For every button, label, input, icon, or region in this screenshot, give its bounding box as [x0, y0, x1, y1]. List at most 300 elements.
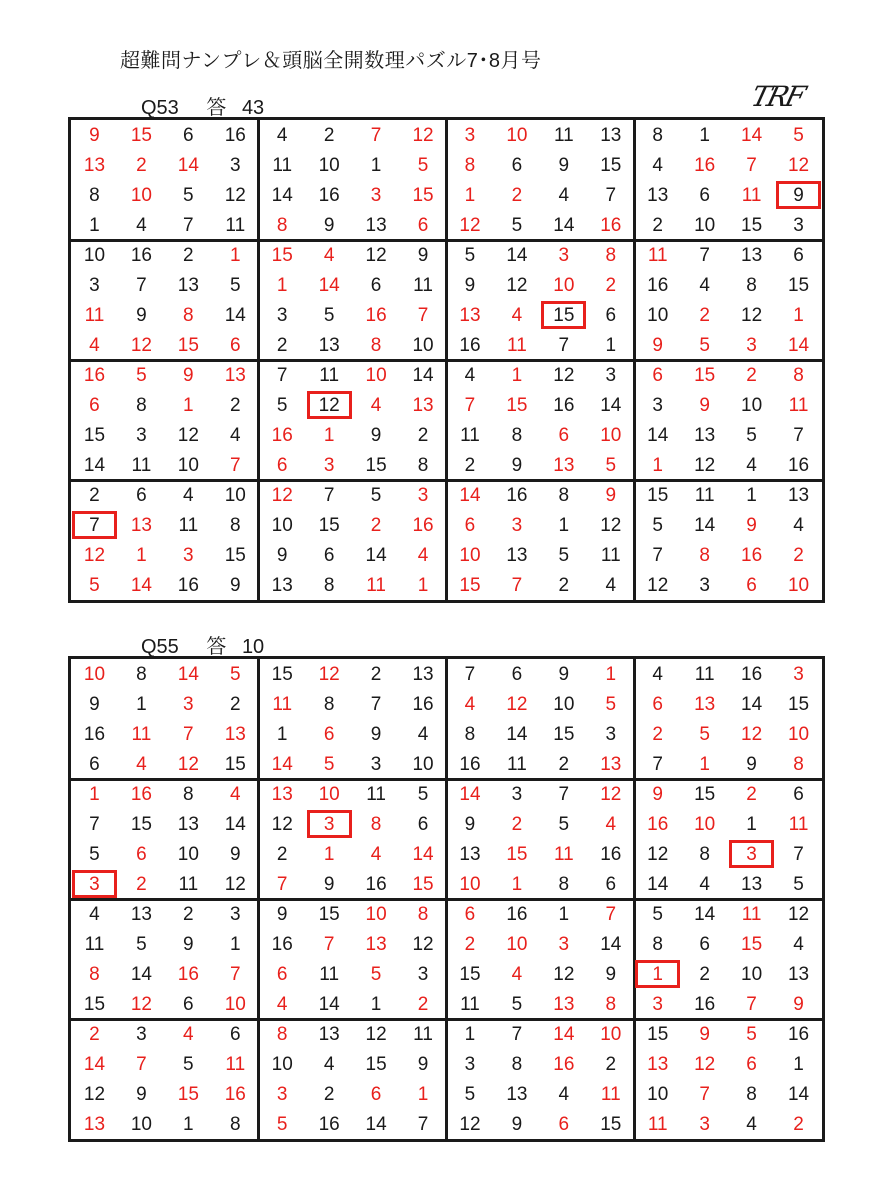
box-divider-vertical — [633, 120, 636, 600]
grid-cell: 13 — [787, 963, 810, 985]
grid-cell: 11 — [319, 963, 340, 985]
grid-cell: 9 — [183, 933, 194, 955]
grid-cell: 7 — [558, 334, 570, 356]
grid-cell: 9 — [699, 1023, 710, 1045]
grid-cell: 11 — [553, 843, 574, 865]
grid-cell: 15 — [553, 723, 575, 745]
grid-cell: 9 — [558, 663, 570, 685]
grid-cell: 3 — [276, 1083, 288, 1105]
box-divider-horizontal — [71, 898, 822, 901]
grid-cell: 1 — [417, 574, 429, 596]
grid-cell: 15 — [647, 484, 669, 506]
grid-cell: 3 — [370, 753, 382, 775]
grid-cell: 2 — [417, 424, 429, 446]
grid-cell: 8 — [229, 514, 241, 536]
grid-cell: 10 — [365, 903, 387, 925]
grid-cell: 16 — [647, 813, 669, 835]
grid-cell: 9 — [89, 693, 100, 715]
grid-cell: 14 — [83, 1053, 106, 1075]
grid-cell: 10 — [647, 1083, 669, 1105]
grid-cell: 12 — [741, 723, 763, 745]
grid-cell: 2 — [605, 274, 617, 296]
grid-cell: 8 — [417, 454, 429, 476]
grid-cell: 2 — [511, 813, 523, 835]
grid-cell: 13 — [130, 903, 152, 925]
answer-label: 答 — [206, 636, 227, 658]
grid-cell: 12 — [506, 693, 528, 715]
grid-cell: 12 — [130, 334, 152, 356]
grid-cell: 16 — [412, 514, 434, 536]
grid-cell: 9 — [511, 1113, 523, 1135]
grid-cell: 15 — [318, 514, 340, 536]
grid-cell: 15 — [459, 574, 481, 596]
grid-cell: 11 — [225, 214, 246, 236]
grid-cell: 7 — [136, 274, 147, 296]
grid-cell: 6 — [229, 1023, 241, 1045]
grid-cell: 11 — [507, 753, 527, 775]
grid-cell: 3 — [699, 1113, 710, 1135]
grid-cell: 2 — [89, 484, 100, 506]
grid-cell: 5 — [229, 274, 241, 296]
grid-cell: 14 — [553, 214, 575, 236]
grid-cell: 14 — [459, 783, 481, 805]
grid-cell: 1 — [323, 843, 335, 865]
grid-cell: 5 — [746, 424, 757, 446]
grid-cell: 8 — [136, 394, 147, 416]
grid-cell: 10 — [224, 993, 246, 1015]
grid-cell: 7 — [699, 244, 710, 266]
grid-cell: 8 — [136, 663, 147, 685]
grid-cell: 15 — [83, 993, 106, 1015]
grid-cell: 12 — [553, 963, 575, 985]
grid-cell: 10 — [787, 723, 810, 745]
grid-cell: 8 — [746, 274, 757, 296]
grid-cell: 10 — [83, 663, 106, 685]
page-title: 超難問ナンプレ＆頭脳全開数理パズル7･8月号 — [120, 50, 542, 72]
grid-cell: 4 — [89, 334, 100, 356]
grid-cell: 3 — [183, 693, 194, 715]
grid-cell: 4 — [652, 663, 663, 685]
grid-cell: 12 — [647, 843, 669, 865]
grid-cell: 2 — [229, 693, 241, 715]
grid-cell: 7 — [183, 723, 194, 745]
grid-cell: 16 — [553, 394, 575, 416]
grid-cell: 8 — [652, 933, 663, 955]
grid-cell: 9 — [464, 274, 476, 296]
grid-cell: 6 — [558, 1113, 570, 1135]
sudoku-grid-q55 — [68, 656, 825, 1142]
grid-cell: 11 — [600, 1083, 621, 1105]
highlight-box — [776, 181, 821, 209]
grid-cell: 12 — [787, 154, 810, 176]
grid-cell: 5 — [370, 963, 382, 985]
grid-cell: 5 — [370, 484, 382, 506]
grid-cell: 5 — [793, 873, 804, 895]
grid-cell: 8 — [183, 304, 194, 326]
grid-cell: 9 — [746, 753, 757, 775]
grid-cell: 2 — [793, 544, 804, 566]
grid-cell: 1 — [136, 693, 147, 715]
grid-cell: 10 — [83, 244, 106, 266]
grid-cell: 7 — [746, 154, 757, 176]
grid-cell: 4 — [417, 544, 429, 566]
grid-cell: 12 — [459, 1113, 481, 1135]
grid-cell: 6 — [746, 574, 757, 596]
grid-cell: 13 — [365, 214, 387, 236]
grid-cell: 8 — [558, 484, 570, 506]
grid-cell: 2 — [558, 574, 570, 596]
highlight-box — [307, 391, 352, 419]
box-divider-horizontal — [71, 479, 822, 482]
grid-cell: 4 — [183, 484, 194, 506]
grid-cell: 14 — [224, 813, 246, 835]
grid-cell: 5 — [652, 514, 663, 536]
grid-cell: 9 — [183, 364, 194, 386]
grid-cell: 16 — [130, 783, 152, 805]
grid-cell: 2 — [323, 1083, 335, 1105]
puzzle-header-2 — [141, 630, 264, 659]
grid-cell: 12 — [365, 244, 387, 266]
grid-cell: 6 — [699, 184, 710, 206]
grid-cell: 3 — [370, 184, 382, 206]
grid-cell: 16 — [365, 873, 387, 895]
grid-cell: 2 — [699, 304, 710, 326]
grid-cell: 4 — [276, 124, 288, 146]
highlight-box — [307, 810, 352, 838]
grid-cell: 2 — [276, 334, 288, 356]
grid-cell: 7 — [652, 753, 663, 775]
grid-cell: 12 — [271, 484, 293, 506]
grid-cell: 3 — [746, 334, 757, 356]
grid-cell: 8 — [605, 993, 617, 1015]
grid-cell: 7 — [793, 843, 804, 865]
grid-cell: 10 — [741, 963, 763, 985]
grid-cell: 3 — [793, 663, 804, 685]
grid-cell: 1 — [511, 364, 523, 386]
grid-cell: 12 — [318, 663, 340, 685]
grid-cell: 11 — [178, 514, 199, 536]
grid-cell: 2 — [558, 753, 570, 775]
grid-cell: 4 — [229, 783, 241, 805]
grid-cell: 11 — [84, 304, 105, 326]
grid-cell: 11 — [507, 334, 527, 356]
grid-cell: 12 — [271, 813, 293, 835]
grid-cell: 2 — [699, 963, 710, 985]
grid-cell: 8 — [229, 1113, 241, 1135]
grid-cell: 4 — [699, 873, 710, 895]
grid-cell: 14 — [553, 1023, 575, 1045]
grid-cell: 8 — [89, 963, 100, 985]
grid-cell: 5 — [464, 244, 476, 266]
grid-cell: 4 — [229, 424, 241, 446]
grid-cell: 11 — [272, 693, 293, 715]
grid-cell: 10 — [647, 304, 669, 326]
grid-cell: 6 — [652, 364, 663, 386]
grid-cell: 15 — [271, 244, 293, 266]
grid-cell: 13 — [741, 873, 763, 895]
grid-cell: 15 — [647, 1023, 669, 1045]
grid-cell: 16 — [177, 963, 199, 985]
grid-cell: 5 — [511, 214, 523, 236]
grid-cell: 7 — [89, 813, 100, 835]
grid-cell: 7 — [699, 1083, 710, 1105]
grid-cell: 7 — [229, 454, 241, 476]
grid-cell: 7 — [229, 963, 241, 985]
grid-cell: 11 — [225, 1053, 246, 1075]
grid-cell: 13 — [224, 364, 246, 386]
grid-cell: 3 — [605, 364, 617, 386]
grid-cell: 1 — [652, 963, 663, 985]
highlight-box — [635, 960, 680, 988]
grid-cell: 11 — [788, 813, 809, 835]
grid-cell: 14 — [412, 364, 434, 386]
grid-cell: 8 — [370, 334, 382, 356]
grid-cell: 1 — [511, 873, 523, 895]
grid-cell: 14 — [787, 1083, 810, 1105]
grid-cell: 3 — [276, 304, 288, 326]
grid-cell: 2 — [370, 514, 382, 536]
grid-cell: 10 — [271, 1053, 293, 1075]
grid-cell: 10 — [787, 574, 810, 596]
grid-cell: 6 — [136, 484, 147, 506]
grid-cell: 13 — [83, 1113, 106, 1135]
grid-cell: 6 — [89, 753, 100, 775]
grid-cell: 16 — [271, 933, 293, 955]
grid-cell: 16 — [130, 244, 152, 266]
box-divider-horizontal — [71, 1018, 822, 1021]
grid-cell: 4 — [276, 993, 288, 1015]
grid-cell: 8 — [323, 574, 335, 596]
box-divider-horizontal — [71, 359, 822, 362]
grid-cell: 16 — [787, 1023, 810, 1045]
grid-cell: 8 — [699, 544, 710, 566]
grid-cell: 3 — [417, 484, 429, 506]
grid-cell: 3 — [652, 394, 663, 416]
grid-cell: 6 — [699, 933, 710, 955]
grid-cell: 7 — [511, 574, 523, 596]
grid-cell: 3 — [511, 783, 523, 805]
grid-cell: 13 — [506, 1083, 528, 1105]
highlight-box — [72, 511, 117, 539]
grid-cell: 11 — [741, 903, 762, 925]
grid-cell: 12 — [177, 424, 199, 446]
grid-cell: 13 — [365, 933, 387, 955]
grid-cell: 13 — [177, 813, 199, 835]
grid-cell: 9 — [464, 813, 476, 835]
grid-cell: 13 — [459, 843, 481, 865]
grid-cell: 6 — [511, 154, 523, 176]
grid-cell: 2 — [652, 214, 663, 236]
grid-cell: 3 — [323, 813, 335, 835]
grid-cell: 8 — [464, 723, 476, 745]
grid-cell: 1 — [417, 1083, 429, 1105]
grid-cell: 8 — [793, 753, 804, 775]
puzzle-number: Q55 — [141, 636, 179, 658]
puzzle-header-1 — [141, 91, 264, 120]
grid-cell: 8 — [511, 1053, 523, 1075]
grid-cell: 4 — [793, 933, 804, 955]
grid-cell: 1 — [699, 753, 710, 775]
grid-cell: 10 — [459, 544, 481, 566]
grid-cell: 1 — [89, 214, 100, 236]
grid-cell: 9 — [370, 424, 382, 446]
grid-cell: 3 — [746, 843, 757, 865]
grid-cell: 13 — [459, 304, 481, 326]
grid-cell: 16 — [459, 334, 481, 356]
grid-cell: 16 — [224, 124, 246, 146]
grid-cell: 1 — [229, 933, 241, 955]
grid-cell: 5 — [323, 304, 335, 326]
grid-cell: 10 — [694, 214, 716, 236]
grid-cell: 3 — [511, 514, 523, 536]
grid-cell: 4 — [652, 154, 663, 176]
grid-cell: 13 — [600, 124, 622, 146]
grid-cell: 1 — [323, 424, 335, 446]
grid-cell: 6 — [136, 843, 147, 865]
grid-cell: 15 — [787, 693, 810, 715]
grid-cell: 13 — [412, 663, 434, 685]
grid-cell: 4 — [793, 514, 804, 536]
grid-cell: 15 — [600, 154, 622, 176]
grid-cell: 10 — [553, 693, 575, 715]
grid-cell: 16 — [365, 304, 387, 326]
grid-cell: 2 — [370, 663, 382, 685]
grid-cell: 10 — [506, 124, 528, 146]
grid-cell: 3 — [417, 963, 429, 985]
grid-cell: 15 — [506, 843, 528, 865]
grid-cell: 5 — [276, 1113, 288, 1135]
grid-cell: 11 — [553, 124, 574, 146]
grid-cell: 9 — [417, 1053, 429, 1075]
grid-cell: 10 — [177, 454, 199, 476]
grid-cell: 4 — [464, 693, 476, 715]
grid-cell: 3 — [89, 274, 100, 296]
grid-cell: 1 — [558, 514, 570, 536]
grid-cell: 7 — [323, 933, 335, 955]
grid-cell: 9 — [323, 873, 335, 895]
grid-cell: 6 — [558, 424, 570, 446]
grid-cell: 4 — [511, 963, 523, 985]
grid-cell: 5 — [605, 454, 617, 476]
grid-cell: 11 — [319, 364, 340, 386]
grid-cell: 8 — [183, 783, 194, 805]
grid-cell: 7 — [793, 424, 804, 446]
grid-cell: 14 — [694, 514, 716, 536]
grid-cell: 14 — [177, 663, 199, 685]
grid-cell: 9 — [136, 304, 147, 326]
grid-cell: 14 — [600, 933, 622, 955]
grid-cell: 1 — [605, 334, 617, 356]
grid-cell: 4 — [605, 574, 617, 596]
grid-cell: 14 — [647, 873, 669, 895]
grid-cell: 15 — [224, 753, 246, 775]
grid-cell: 6 — [89, 394, 100, 416]
grid-cell: 5 — [464, 1083, 476, 1105]
grid-cell: 13 — [647, 184, 669, 206]
grid-cell: 16 — [506, 484, 528, 506]
grid-cell: 13 — [318, 1023, 340, 1045]
grid-cell: 13 — [741, 244, 763, 266]
grid-cell: 12 — [553, 364, 575, 386]
grid-cell: 6 — [652, 693, 663, 715]
answer-label: 答 — [206, 97, 227, 119]
grid-cell: 11 — [413, 274, 433, 296]
grid-cell: 9 — [323, 214, 335, 236]
grid-cell: 6 — [370, 1083, 382, 1105]
grid-cell: 8 — [370, 813, 382, 835]
grid-cell: 15 — [694, 364, 716, 386]
grid-cell: 9 — [605, 963, 617, 985]
grid-cell: 12 — [365, 1023, 387, 1045]
grid-cell: 8 — [464, 154, 476, 176]
grid-cell: 5 — [89, 843, 100, 865]
grid-cell: 1 — [183, 394, 194, 416]
grid-cell: 4 — [746, 1113, 757, 1135]
grid-cell: 10 — [130, 1113, 152, 1135]
grid-cell: 15 — [177, 334, 199, 356]
grid-cell: 9 — [136, 1083, 147, 1105]
grid-cell: 4 — [136, 214, 147, 236]
grid-cell: 2 — [183, 903, 194, 925]
grid-cell: 11 — [600, 544, 621, 566]
grid-cell: 10 — [412, 334, 434, 356]
grid-cell: 14 — [647, 424, 669, 446]
grid-cell: 16 — [787, 454, 810, 476]
grid-cell: 2 — [464, 454, 476, 476]
grid-cell: 15 — [694, 783, 716, 805]
grid-cell: 9 — [699, 394, 710, 416]
grid-cell: 13 — [647, 1053, 669, 1075]
grid-cell: 7 — [746, 993, 757, 1015]
grid-cell: 6 — [793, 783, 804, 805]
grid-cell: 5 — [746, 1023, 757, 1045]
box-divider-vertical — [633, 659, 636, 1139]
grid-cell: 5 — [417, 783, 429, 805]
grid-cell: 5 — [558, 813, 570, 835]
grid-cell: 1 — [699, 124, 710, 146]
grid-cell: 8 — [793, 364, 804, 386]
grid-cell: 3 — [89, 873, 100, 895]
grid-cell: 15 — [130, 124, 152, 146]
grid-cell: 10 — [130, 184, 152, 206]
grid-cell: 1 — [464, 184, 476, 206]
grid-cell: 15 — [412, 184, 434, 206]
grid-cell: 10 — [224, 484, 246, 506]
grid-cell: 8 — [276, 214, 288, 236]
grid-cell: 3 — [464, 1053, 476, 1075]
grid-cell: 13 — [506, 544, 528, 566]
grid-cell: 14 — [506, 723, 528, 745]
grid-cell: 5 — [652, 903, 663, 925]
signature-logo: TRF — [747, 80, 807, 113]
grid-cell: 5 — [605, 693, 617, 715]
grid-cell: 7 — [183, 214, 194, 236]
grid-cell: 14 — [741, 693, 763, 715]
grid-cell: 9 — [276, 544, 288, 566]
grid-cell: 15 — [553, 304, 575, 326]
grid-cell: 3 — [136, 1023, 147, 1045]
puzzle-number: Q53 — [141, 97, 179, 119]
grid-cell: 14 — [177, 154, 199, 176]
grid-cell: 7 — [370, 693, 382, 715]
grid-cell: 14 — [741, 124, 763, 146]
grid-cell: 11 — [131, 723, 152, 745]
grid-cell: 7 — [652, 544, 663, 566]
grid-cell: 6 — [511, 663, 523, 685]
grid-cell: 4 — [699, 274, 710, 296]
grid-cell: 5 — [276, 394, 288, 416]
grid-cell: 16 — [600, 214, 622, 236]
